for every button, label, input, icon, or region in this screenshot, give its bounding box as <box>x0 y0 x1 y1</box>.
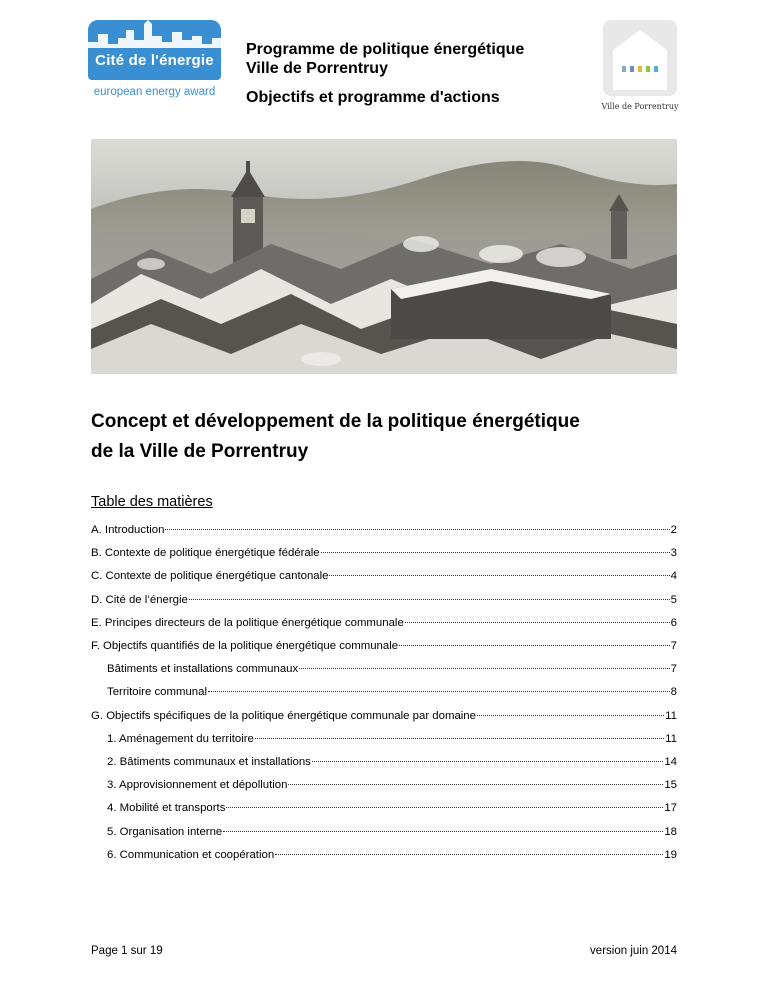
toc-leader-dots <box>165 529 669 530</box>
toc-entry-label: 4. Mobilité et transports <box>107 802 226 815</box>
toc-entry-page: 6 <box>670 616 677 629</box>
toc-entry-label: 5. Organisation interne <box>107 825 223 838</box>
toc-leader-dots <box>299 668 669 669</box>
toc-entry-label: E. Principes directeurs de la politique énergétique communale <box>91 616 404 629</box>
toc-entry-page: 14 <box>664 756 677 768</box>
toc-entry-page: 4 <box>670 570 677 583</box>
version-label: version juin 2014 <box>590 945 677 957</box>
toc-entry-label: D. Cité de l’énergie <box>91 593 188 606</box>
header-title-line1: Programme de politique énergétique <box>246 41 525 58</box>
toc-entry[interactable] <box>91 524 677 540</box>
toc-leader-dots <box>477 715 664 716</box>
toc-entry-page: 11 <box>665 709 677 722</box>
toc-entry-label: C. Contexte de politique énergétique cantonale <box>91 570 329 583</box>
toc-leader-dots <box>405 622 670 623</box>
logo-badge <box>88 20 221 80</box>
toc-entry[interactable] <box>107 733 677 749</box>
ville-porrentruy-logo <box>600 20 680 116</box>
toc-entry-page: 8 <box>670 686 677 699</box>
main-title-line2: de la Ville de Porrentruy <box>91 441 309 462</box>
toc-entry-page: 17 <box>664 802 677 815</box>
skyline-icon <box>88 20 221 52</box>
toc-heading: Table des matières <box>91 494 213 510</box>
toc-entry-page: 18 <box>664 825 677 838</box>
toc-entry[interactable] <box>107 756 677 772</box>
toc-entry-label: 6. Communication et coopération <box>107 848 275 861</box>
toc-entry[interactable] <box>91 710 677 726</box>
toc-entry-page: 5 <box>670 593 677 606</box>
toc-entry-label: B. Contexte de politique énergétique fédérale <box>91 547 320 560</box>
toc-entry[interactable] <box>91 570 677 586</box>
toc-entry[interactable] <box>91 547 677 563</box>
toc-entry[interactable] <box>107 802 677 818</box>
winter-town-rooftops-photo <box>91 139 677 374</box>
toc-leader-dots <box>399 645 670 646</box>
toc-entry-page: 11 <box>665 732 677 745</box>
toc-leader-dots <box>321 552 670 553</box>
toc-entry-label: G. Objectifs spécifiques de la politique énergétique communale par domaine <box>91 709 476 722</box>
page-number: Page 1 sur 19 <box>91 945 163 957</box>
toc-leader-dots <box>226 807 663 808</box>
logo-subtitle: european energy award <box>93 86 216 98</box>
toc-entry[interactable] <box>107 779 677 795</box>
toc-entry-page: 7 <box>670 640 677 652</box>
toc-entry-label: F. Objectifs quantifiés de la politique énergétique communale <box>91 640 399 652</box>
toc-entry[interactable] <box>107 826 677 842</box>
toc-entry-label: 2. Bâtiments communaux et installations <box>107 756 311 768</box>
toc-entry[interactable] <box>91 617 677 633</box>
toc-entry[interactable] <box>107 849 677 865</box>
logo-caption: Ville de Porrentruy <box>601 102 679 111</box>
toc-entry-page: 19 <box>664 848 677 861</box>
toc-entry-label: 3. Approvisionnement et dépollution <box>107 779 288 792</box>
toc-entry[interactable] <box>107 686 677 702</box>
toc-leader-dots <box>208 691 670 692</box>
toc-entry-label: A. Introduction <box>91 524 165 536</box>
toc-leader-dots <box>329 575 669 576</box>
toc-entry-page: 3 <box>670 547 677 560</box>
header-subtitle: Objectifs et programme d'actions <box>246 89 500 106</box>
toc-entry-page: 2 <box>670 524 677 536</box>
toc-leader-dots <box>312 761 663 762</box>
toc-entry-label: Territoire communal <box>107 686 208 699</box>
toc-entry[interactable] <box>107 663 677 679</box>
logo-square <box>603 20 677 96</box>
header-title-line2: Ville de Porrentruy <box>246 60 388 77</box>
main-title-line1: Concept et développement de la politique énergétique <box>91 411 580 432</box>
toc-entry-page: 15 <box>664 779 677 792</box>
toc-entry[interactable] <box>91 640 677 656</box>
toc-entry-label: Bâtiments et installations communaux <box>107 663 299 676</box>
toc-entry[interactable] <box>91 594 677 610</box>
house-icon <box>603 20 677 96</box>
toc-leader-dots <box>223 831 663 832</box>
toc-leader-dots <box>288 784 663 785</box>
toc-leader-dots <box>275 854 663 855</box>
toc-entry-label: 1. Aménagement du territoire <box>107 732 254 745</box>
logo-name: Cité de l'énergie <box>95 52 214 69</box>
toc-leader-dots <box>189 599 670 600</box>
toc-leader-dots <box>255 738 664 739</box>
toc-entry-page: 7 <box>670 663 677 676</box>
cite-energie-logo <box>88 20 221 100</box>
